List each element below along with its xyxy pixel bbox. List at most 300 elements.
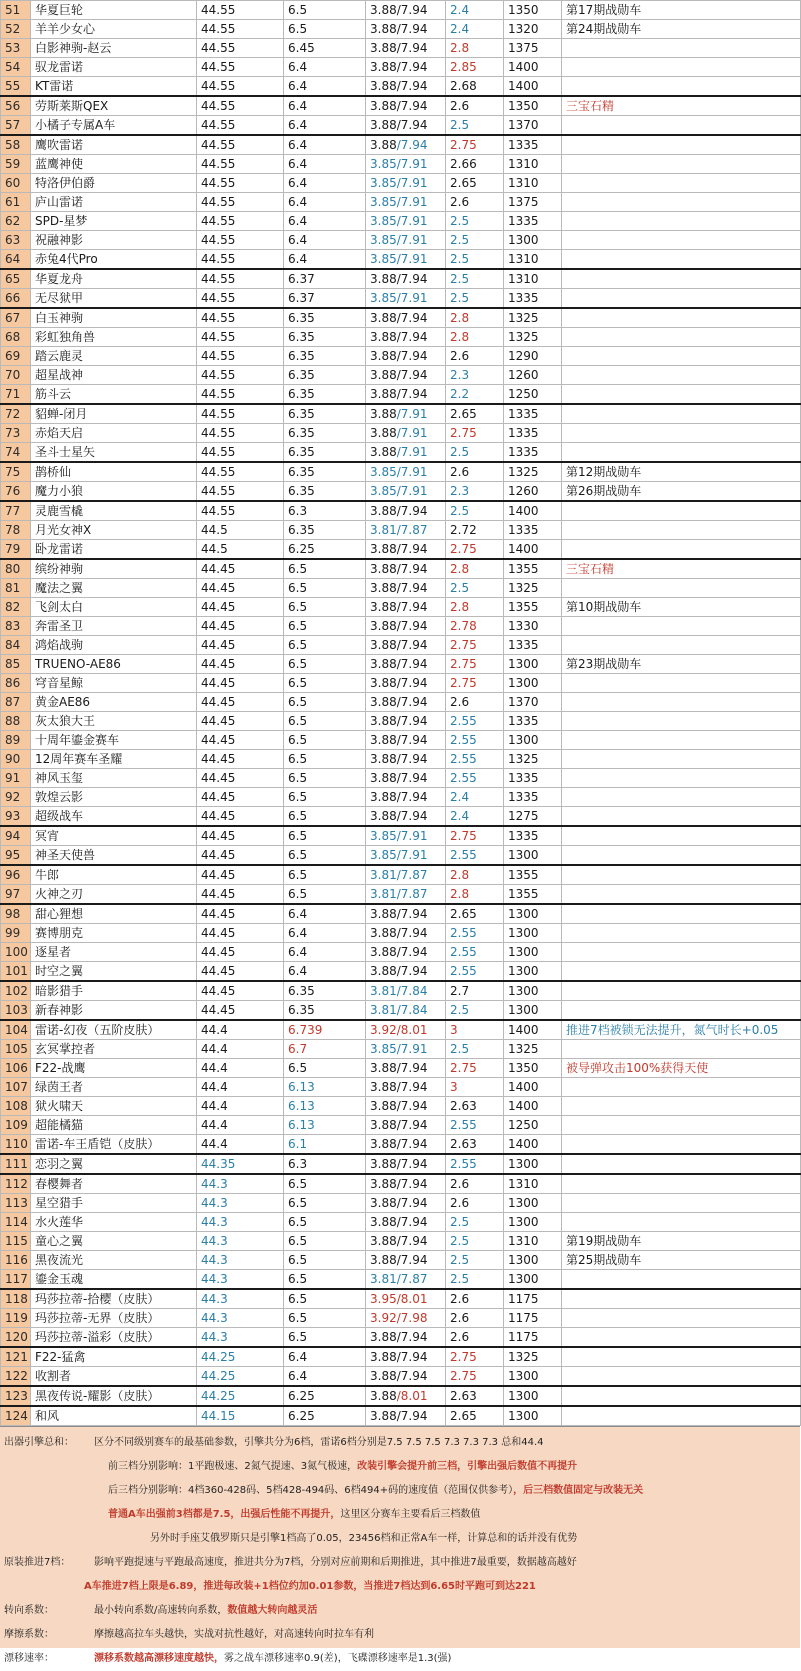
friction-value: 2.75: [446, 135, 504, 155]
car-name: 无尽狱甲: [31, 289, 197, 309]
steering-high: 7.94: [400, 1118, 428, 1132]
drift-rate: 1355: [504, 598, 562, 617]
friction-value: 2.5: [446, 116, 504, 136]
steering-high: 7.94: [400, 138, 428, 152]
friction-value: 2.75: [446, 655, 504, 674]
steering-coefficients: [366, 269, 446, 289]
remark: [562, 269, 801, 289]
remark: [562, 308, 801, 328]
row-number: 56: [1, 96, 31, 116]
steering-coefficients: [366, 20, 446, 39]
steering-min: 3.85: [370, 484, 397, 498]
slash: /: [396, 868, 401, 882]
slash: /: [396, 945, 401, 959]
remark: [562, 521, 801, 540]
steering-min: 3.88: [370, 1177, 397, 1191]
drift-rate: 1325: [504, 1347, 562, 1367]
remark: [562, 328, 801, 347]
steering-coefficients: [366, 385, 446, 405]
steering-high: 7.94: [400, 504, 428, 518]
steering-min: 3.85: [370, 465, 397, 479]
slash: /: [396, 1042, 401, 1056]
steering-min: 3.88: [370, 330, 397, 344]
remark: [562, 865, 801, 885]
friction-value: 2.75: [446, 674, 504, 693]
row-number: 107: [1, 1078, 31, 1097]
car-name: 狱火啸天: [31, 1097, 197, 1116]
steering-coefficients: [366, 1154, 446, 1174]
row-number: 59: [1, 155, 31, 174]
push-value: 6.4: [284, 193, 366, 212]
table-row: [1, 1135, 801, 1155]
table-row: [1, 482, 801, 502]
steering-min: 3.88: [370, 368, 397, 382]
friction-value: 2.5: [446, 1040, 504, 1059]
friction-value: 2.65: [446, 1406, 504, 1426]
row-number: 54: [1, 58, 31, 77]
slash: /: [396, 887, 401, 901]
engine-total: 44.55: [197, 58, 284, 77]
steering-min: 3.88: [370, 695, 397, 709]
car-name: 暗影猎手: [31, 981, 197, 1001]
steering-high: 7.94: [400, 1157, 428, 1171]
slash: /: [396, 771, 401, 785]
steering-coefficients: [366, 865, 446, 885]
push-value: 6.4: [284, 904, 366, 924]
remark: [562, 347, 801, 366]
push-value: 6.5: [284, 674, 366, 693]
slash: /: [396, 790, 401, 804]
friction-value: 2.75: [446, 1347, 504, 1367]
steering-coefficients: [366, 731, 446, 750]
drift-rate: 1355: [504, 559, 562, 579]
remark: [562, 289, 801, 309]
remark: [562, 750, 801, 769]
car-name: 穹音星鲸: [31, 674, 197, 693]
row-number: 91: [1, 769, 31, 788]
friction-value: 2.8: [446, 39, 504, 58]
row-number: 108: [1, 1097, 31, 1116]
steering-coefficients: [366, 769, 446, 788]
steering-high: 7.94: [400, 368, 428, 382]
steering-coefficients: [366, 1406, 446, 1426]
drift-rate: 1300: [504, 981, 562, 1001]
friction-value: 2.55: [446, 1116, 504, 1135]
row-number: 87: [1, 693, 31, 712]
car-name: 黄金AE86: [31, 693, 197, 712]
table-row: [1, 769, 801, 788]
row-number: 122: [1, 1367, 31, 1387]
steering-high: 7.87: [400, 887, 428, 901]
friction-value: 2.5: [446, 289, 504, 309]
row-number: 55: [1, 77, 31, 97]
engine-total: 44.55: [197, 212, 284, 231]
slash: /: [396, 445, 401, 459]
steering-high: 7.94: [400, 3, 428, 17]
drift-rate: 1335: [504, 443, 562, 463]
push-value: 6.13: [284, 1078, 366, 1097]
remark: [562, 1328, 801, 1348]
slash: /: [396, 138, 401, 152]
remark: 推进7档被锁无法提升，氮气时长+0.05: [562, 1020, 801, 1040]
steering-coefficients: [366, 1116, 446, 1135]
slash: /: [396, 1253, 401, 1267]
steering-min: 3.88: [370, 1253, 397, 1267]
steering-high: 7.94: [400, 733, 428, 747]
engine-total: 44.55: [197, 501, 284, 521]
car-name: 敦煌云影: [31, 788, 197, 807]
table-row: [1, 1097, 801, 1116]
push-value: 6.739: [284, 1020, 366, 1040]
steering-min: 3.88: [370, 945, 397, 959]
push-value: 6.5: [284, 846, 366, 866]
table-row: [1, 807, 801, 827]
drift-rate: 1335: [504, 712, 562, 731]
drift-rate: 1310: [504, 1232, 562, 1251]
table-row: [1, 231, 801, 250]
car-name: 华夏巨轮: [31, 1, 197, 20]
engine-total: 44.55: [197, 231, 284, 250]
steering-high: 7.91: [400, 157, 428, 171]
drift-rate: 1300: [504, 943, 562, 962]
steering-high: 7.94: [400, 657, 428, 671]
remark: [562, 1347, 801, 1367]
steering-coefficients: [366, 308, 446, 328]
table-row: [1, 96, 801, 116]
steering-min: 3.95: [370, 1292, 397, 1306]
car-name: 貂蝉-闭月: [31, 404, 197, 424]
steering-min: 3.88: [370, 790, 397, 804]
friction-value: 2.3: [446, 366, 504, 385]
push-value: 6.25: [284, 540, 366, 560]
friction-value: 2.5: [446, 212, 504, 231]
steering-coefficients: [366, 1270, 446, 1290]
drift-rate: 1325: [504, 462, 562, 482]
engine-total: 44.55: [197, 155, 284, 174]
table-row: [1, 20, 801, 39]
table-row: [1, 58, 801, 77]
friction-value: 2.78: [446, 617, 504, 636]
row-number: 52: [1, 20, 31, 39]
steering-high: 7.84: [400, 1003, 428, 1017]
steering-min: 3.85: [370, 252, 397, 266]
row-number: 79: [1, 540, 31, 560]
car-name: 雷诺-幻夜（五阶皮肤）: [31, 1020, 197, 1040]
slash: /: [396, 272, 401, 286]
steering-high: 7.94: [400, 349, 428, 363]
slash: /: [396, 676, 401, 690]
steering-coefficients: [366, 250, 446, 270]
drift-rate: 1335: [504, 769, 562, 788]
steering-high: 8.01: [400, 1389, 428, 1403]
steering-min: 3.88: [370, 138, 397, 152]
engine-total: 44.4: [197, 1040, 284, 1059]
engine-total: 44.55: [197, 269, 284, 289]
slash: /: [396, 1196, 401, 1210]
slash: /: [396, 407, 401, 421]
car-name: 踏云鹿灵: [31, 347, 197, 366]
slash: /: [396, 1215, 401, 1229]
engine-total: 44.45: [197, 693, 284, 712]
car-name: 牛郎: [31, 865, 197, 885]
car-name: 恋羽之翼: [31, 1154, 197, 1174]
car-name: 黑夜传说-耀影（皮肤）: [31, 1386, 197, 1406]
car-name: 小橘子专属A车: [31, 116, 197, 136]
steering-min: 3.88: [370, 1080, 397, 1094]
engine-total: 44.55: [197, 135, 284, 155]
table-row: [1, 1001, 801, 1021]
table-row: [1, 1116, 801, 1135]
push-value: 6.5: [284, 1289, 366, 1309]
note-drift: 漂移速率： 漂移系数越高漂移速度越快，雾之战车漂移速率0.9(差)，飞碟漂移速率是1.3(强): [4, 1653, 452, 1664]
row-number: 81: [1, 579, 31, 598]
table-row: [1, 501, 801, 521]
table-row: [1, 788, 801, 807]
steering-high: 7.91: [400, 195, 428, 209]
slash: /: [396, 657, 401, 671]
steering-high: 7.94: [400, 1196, 428, 1210]
slash: /: [396, 1177, 401, 1191]
push-value: 6.3: [284, 501, 366, 521]
table-row: [1, 1154, 801, 1174]
slash: /: [396, 465, 401, 479]
steering-coefficients: [366, 674, 446, 693]
friction-value: 2.63: [446, 1097, 504, 1116]
slash: /: [396, 3, 401, 17]
steering-high: 7.94: [400, 1369, 428, 1383]
row-number: 118: [1, 1289, 31, 1309]
table-row: [1, 193, 801, 212]
remark: [562, 579, 801, 598]
steering-min: 3.88: [370, 657, 397, 671]
steering-high: 7.87: [400, 868, 428, 882]
engine-total: 44.3: [197, 1270, 284, 1290]
steering-min: 3.88: [370, 1389, 397, 1403]
engine-total: 44.4: [197, 1059, 284, 1078]
slash: /: [396, 1080, 401, 1094]
remark: [562, 404, 801, 424]
drift-rate: 1300: [504, 1367, 562, 1387]
engine-total: 44.55: [197, 424, 284, 443]
remark: [562, 904, 801, 924]
engine-total: 44.3: [197, 1194, 284, 1213]
push-value: 6.35: [284, 404, 366, 424]
engine-total: 44.45: [197, 636, 284, 655]
steering-high: 7.94: [400, 714, 428, 728]
engine-total: 44.45: [197, 655, 284, 674]
steering-coefficients: [366, 617, 446, 636]
car-name: 玄冥掌控者: [31, 1040, 197, 1059]
push-value: 6.4: [284, 962, 366, 982]
row-number: 66: [1, 289, 31, 309]
engine-total: 44.55: [197, 443, 284, 463]
engine-total: 44.55: [197, 404, 284, 424]
drift-rate: 1375: [504, 39, 562, 58]
steering-high: 7.94: [400, 330, 428, 344]
friction-value: 2.55: [446, 943, 504, 962]
steering-min: 3.88: [370, 426, 397, 440]
steering-coefficients: [366, 826, 446, 846]
car-name: 春樱舞者: [31, 1174, 197, 1194]
remark: 第19期战勋车: [562, 1232, 801, 1251]
row-number: 64: [1, 250, 31, 270]
friction-value: 2.4: [446, 788, 504, 807]
steering-high: 7.94: [400, 1177, 428, 1191]
engine-total: 44.55: [197, 289, 284, 309]
row-number: 51: [1, 1, 31, 20]
friction-value: 2.6: [446, 462, 504, 482]
table-row: [1, 212, 801, 231]
row-number: 110: [1, 1135, 31, 1155]
friction-value: 2.55: [446, 924, 504, 943]
friction-value: 2.4: [446, 807, 504, 827]
car-name: 赤兔4代Pro: [31, 250, 197, 270]
steering-coefficients: [366, 482, 446, 502]
engine-total: 44.45: [197, 807, 284, 827]
drift-rate: 1300: [504, 1386, 562, 1406]
steering-coefficients: [366, 846, 446, 866]
steering-coefficients: [366, 924, 446, 943]
steering-min: 3.81: [370, 1003, 397, 1017]
steering-min: 3.88: [370, 600, 397, 614]
remark: [562, 501, 801, 521]
push-value: 6.5: [284, 1232, 366, 1251]
remark: [562, 212, 801, 231]
engine-total: 44.55: [197, 308, 284, 328]
slash: /: [396, 733, 401, 747]
car-name: 鎏金玉魂: [31, 1270, 197, 1290]
slash: /: [396, 1369, 401, 1383]
steering-coefficients: [366, 1309, 446, 1328]
remark: [562, 1001, 801, 1021]
steering-high: 7.91: [400, 214, 428, 228]
car-name: 白影神驹-赵云: [31, 39, 197, 58]
slash: /: [396, 157, 401, 171]
car-name: 筋斗云: [31, 385, 197, 405]
slash: /: [396, 1118, 401, 1132]
row-number: 65: [1, 269, 31, 289]
remark: [562, 731, 801, 750]
table-row: [1, 1367, 801, 1387]
steering-high: 7.87: [400, 1272, 428, 1286]
table-row: [1, 962, 801, 982]
car-name: 绿茵王者: [31, 1078, 197, 1097]
steering-min: 3.81: [370, 523, 397, 537]
slash: /: [396, 1137, 401, 1151]
friction-value: 2.6: [446, 1309, 504, 1328]
push-value: 6.5: [284, 693, 366, 712]
steering-min: 3.88: [370, 99, 397, 113]
steering-coefficients: [366, 116, 446, 136]
engine-total: 44.5: [197, 540, 284, 560]
push-value: 6.35: [284, 443, 366, 463]
engine-total: 44.3: [197, 1174, 284, 1194]
drift-rate: 1300: [504, 1213, 562, 1232]
car-name: 缤纷神驹: [31, 559, 197, 579]
row-number: 102: [1, 981, 31, 1001]
table-row: [1, 1174, 801, 1194]
friction-value: 2.6: [446, 1289, 504, 1309]
steering-min: 3.88: [370, 1157, 397, 1171]
steering-min: 3.88: [370, 1350, 397, 1364]
slash: /: [396, 118, 401, 132]
push-value: 6.4: [284, 58, 366, 77]
remark: 第23期战勋车: [562, 655, 801, 674]
push-value: 6.5: [284, 559, 366, 579]
slash: /: [396, 809, 401, 823]
engine-total: 44.4: [197, 1116, 284, 1135]
steering-min: 3.88: [370, 771, 397, 785]
remark: [562, 155, 801, 174]
car-name: 超能橘猫: [31, 1116, 197, 1135]
remark: [562, 943, 801, 962]
steering-min: 3.88: [370, 118, 397, 132]
car-name: 收割者: [31, 1367, 197, 1387]
friction-value: 2.55: [446, 769, 504, 788]
engine-total: 44.45: [197, 788, 284, 807]
slash: /: [396, 1311, 401, 1325]
engine-total: 44.55: [197, 328, 284, 347]
remark: [562, 617, 801, 636]
steering-min: 3.88: [370, 1409, 397, 1423]
slash: /: [396, 829, 401, 843]
row-number: 104: [1, 1020, 31, 1040]
car-name: KT雷诺: [31, 77, 197, 97]
steering-coefficients: [366, 559, 446, 579]
push-value: 6.5: [284, 1213, 366, 1232]
car-name: 神风玉玺: [31, 769, 197, 788]
engine-total: 44.55: [197, 462, 284, 482]
steering-min: 3.88: [370, 562, 397, 576]
remark: 第12期战勋车: [562, 462, 801, 482]
remark: [562, 385, 801, 405]
friction-value: 2.8: [446, 308, 504, 328]
table-row: [1, 636, 801, 655]
remark: [562, 443, 801, 463]
steering-high: 7.94: [400, 79, 428, 93]
friction-value: 2.4: [446, 20, 504, 39]
row-number: 88: [1, 712, 31, 731]
steering-high: 7.94: [400, 1330, 428, 1344]
push-value: 6.5: [284, 1328, 366, 1348]
engine-total: 44.3: [197, 1309, 284, 1328]
push-value: 6.5: [284, 712, 366, 731]
steering-min: 3.88: [370, 1061, 397, 1075]
push-value: 6.4: [284, 1367, 366, 1387]
steering-min: 3.88: [370, 964, 397, 978]
push-value: 6.4: [284, 231, 366, 250]
drift-rate: 1335: [504, 135, 562, 155]
drift-rate: 1175: [504, 1289, 562, 1309]
steering-coefficients: [366, 1135, 446, 1155]
car-name: TRUENO-AE86: [31, 655, 197, 674]
car-name: 月光女神X: [31, 521, 197, 540]
steering-min: 3.88: [370, 542, 397, 556]
drift-rate: 1325: [504, 750, 562, 769]
steering-coefficients: [366, 1001, 446, 1021]
steering-high: 7.91: [400, 291, 428, 305]
steering-coefficients: [366, 1251, 446, 1270]
engine-total: 44.3: [197, 1213, 284, 1232]
engine-total: 44.45: [197, 579, 284, 598]
steering-high: 7.94: [400, 22, 428, 36]
slash: /: [396, 1330, 401, 1344]
remark: 被导弹攻击100%获得天使: [562, 1059, 801, 1078]
push-value: 6.5: [284, 1059, 366, 1078]
friction-value: 2.5: [446, 501, 504, 521]
remark: [562, 1270, 801, 1290]
row-number: 80: [1, 559, 31, 579]
